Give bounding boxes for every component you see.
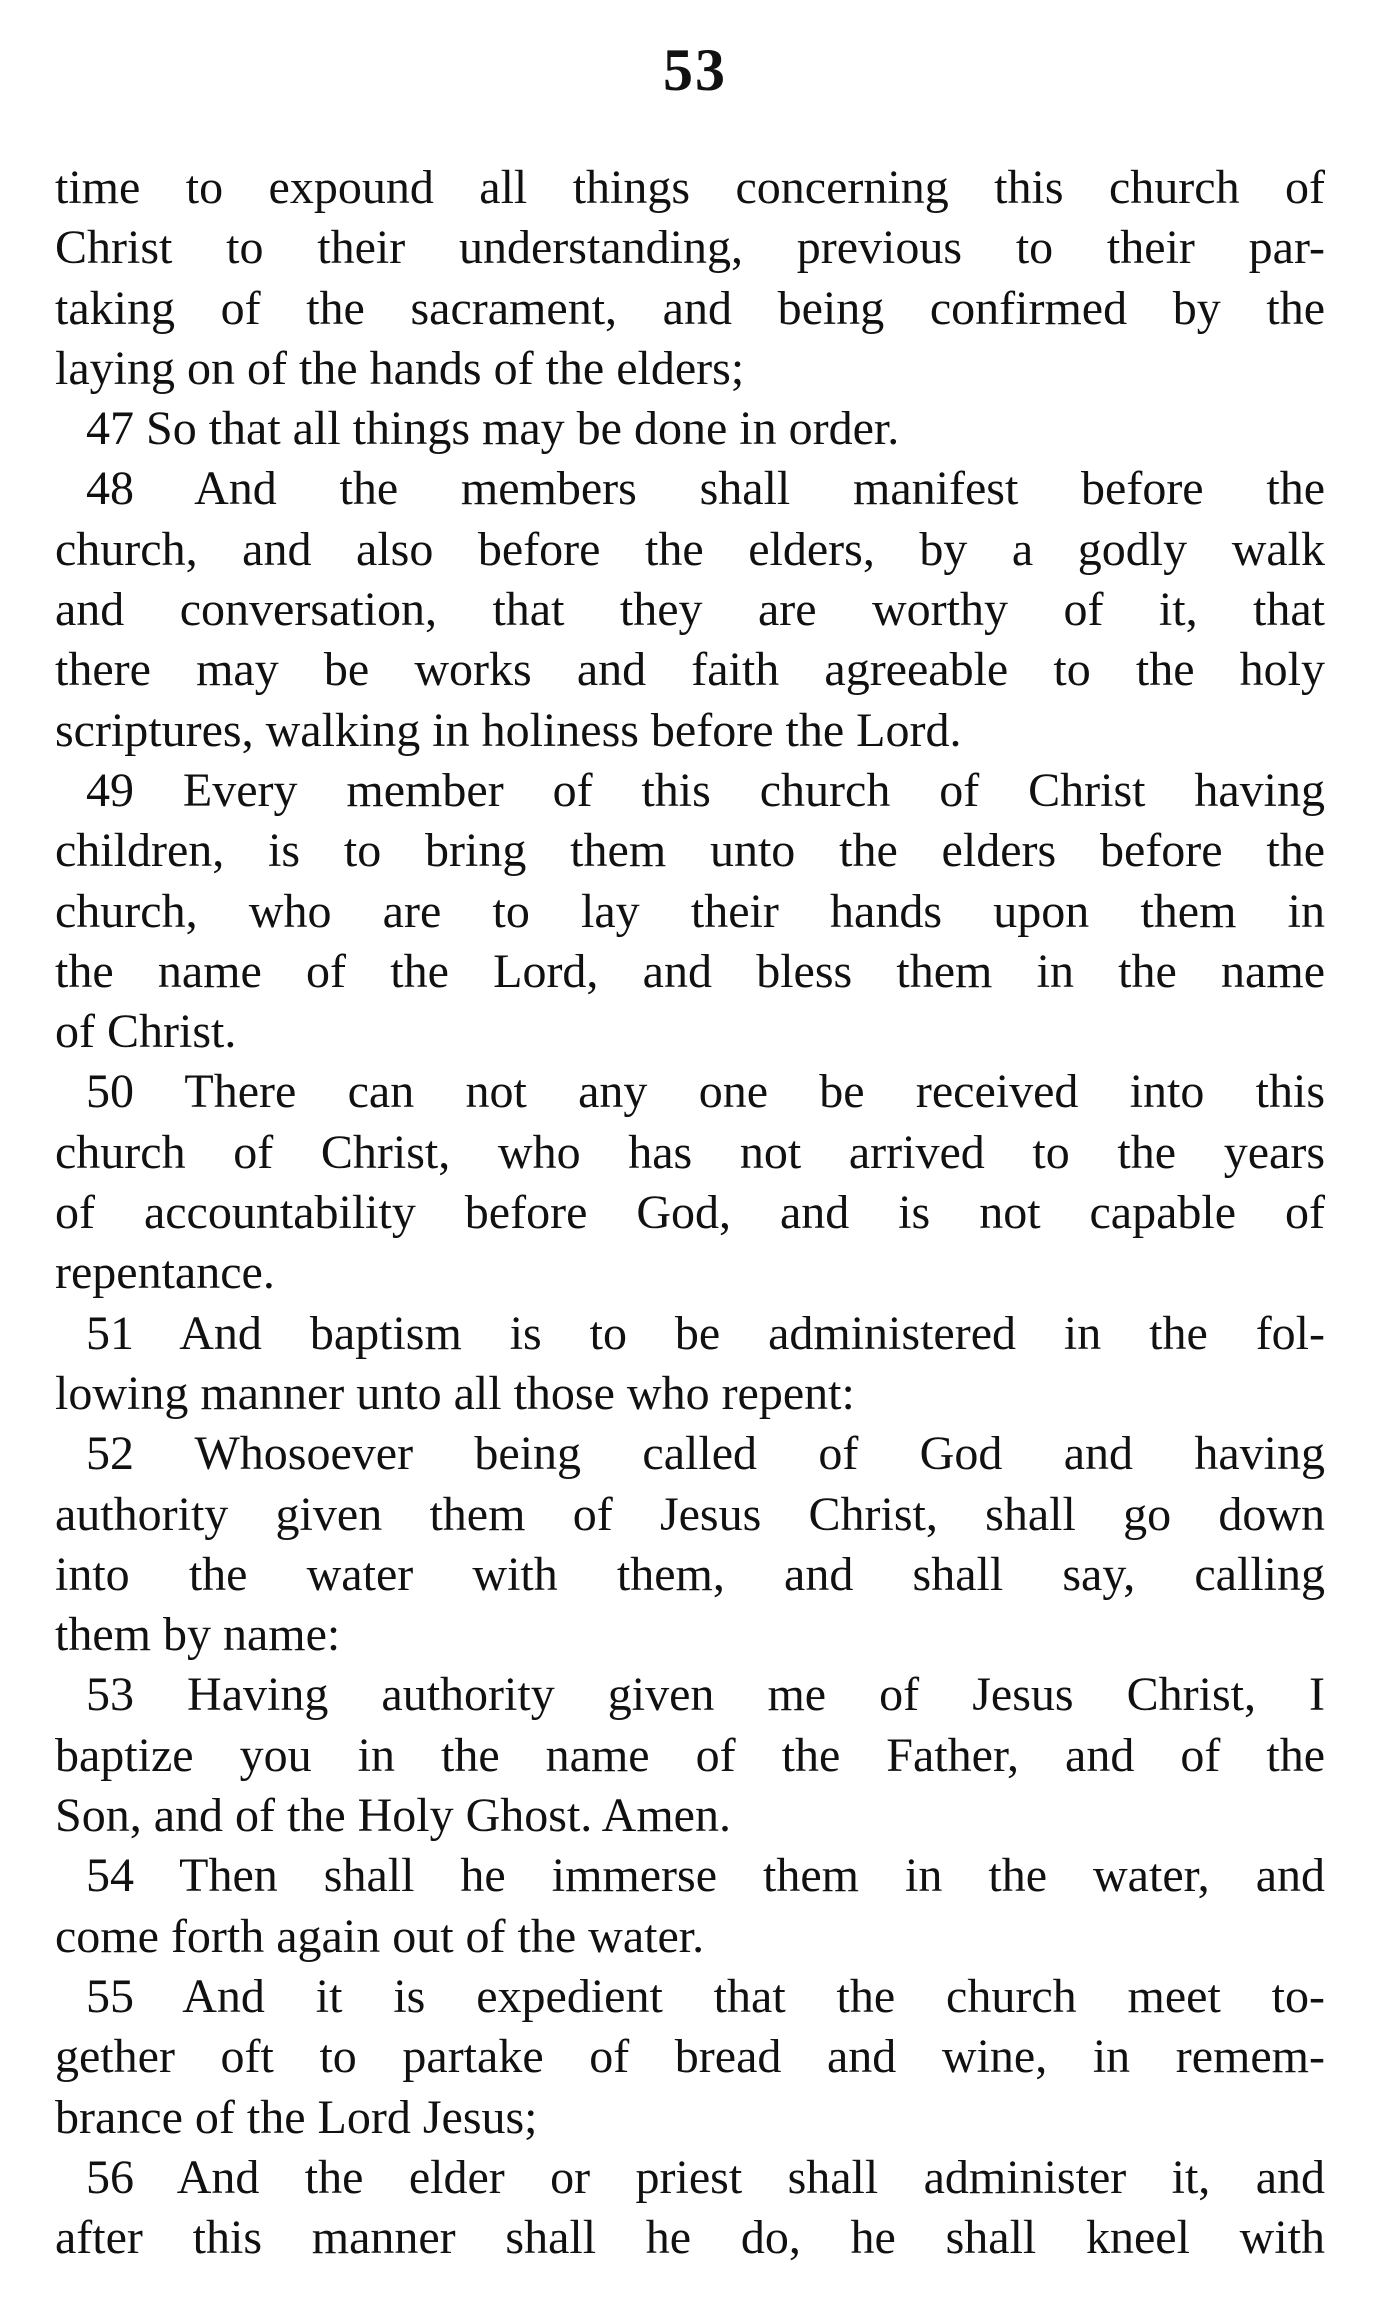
text-line: and conversation, that they are worthy of it, that bbox=[55, 583, 1325, 637]
page-number: 53 bbox=[663, 37, 727, 103]
text-line: 50 There can not any one be received into this bbox=[86, 1065, 1325, 1119]
text-line: brance of the Lord Jesus; bbox=[55, 2090, 538, 2144]
text-line: of Christ. bbox=[55, 1005, 237, 1059]
text-line: 55 And it is expedient that the church meet to- bbox=[86, 1969, 1325, 2023]
text-line: scriptures, walking in holiness before the Lord. bbox=[55, 703, 962, 757]
text-line: the name of the Lord, and bless them in the name bbox=[55, 944, 1325, 998]
text-line: church of Christ, who has not arrived to the years bbox=[55, 1125, 1325, 1179]
text-line: authority given them of Jesus Christ, shall go down bbox=[55, 1487, 1325, 1541]
text-line: gether oft to partake of bread and wine, in remem- bbox=[55, 2030, 1325, 2084]
text-line: repentance. bbox=[55, 1246, 275, 1300]
text-line: laying on of the hands of the elders; bbox=[55, 341, 745, 395]
text-line: 51 And baptism is to be administered in the fol- bbox=[86, 1306, 1325, 1360]
text-line: 53 Having authority given me of Jesus Christ, I bbox=[86, 1668, 1325, 1722]
body-text bbox=[55, 158, 1325, 2268]
text-line: them by name: bbox=[55, 1608, 341, 1662]
text-line: come forth again out of the water. bbox=[55, 1909, 705, 1963]
text-line: lowing manner unto all those who repent: bbox=[55, 1366, 855, 1420]
text-line: children, is to bring them unto the elders before the bbox=[55, 824, 1325, 878]
text-line: baptize you in the name of the Father, and of the bbox=[55, 1728, 1325, 1782]
text-line: 52 Whosoever being called of God and having bbox=[86, 1427, 1325, 1481]
text-line: 48 And the members shall manifest before the bbox=[86, 462, 1325, 516]
text-line: 49 Every member of this church of Christ having bbox=[86, 763, 1325, 817]
text-line: 56 And the elder or priest shall administer it, and bbox=[86, 2150, 1325, 2204]
text-line: church, who are to lay their hands upon them in bbox=[55, 884, 1325, 938]
text-line: church, and also before the elders, by a godly walk bbox=[55, 522, 1325, 576]
text-line: 54 Then shall he immerse them in the water, and bbox=[86, 1849, 1325, 1903]
text-line: of accountability before God, and is not capable of bbox=[55, 1186, 1325, 1240]
text-line: 47 So that all things may be done in order. bbox=[86, 402, 900, 456]
text-line: time to expound all things concerning this church of bbox=[55, 161, 1325, 214]
text-line: Son, and of the Holy Ghost. Amen. bbox=[55, 1789, 731, 1843]
text-line: taking of the sacrament, and being confirmed by the bbox=[55, 281, 1325, 335]
text-line: after this manner shall he do, he shall kneel with bbox=[55, 2211, 1325, 2265]
text-line: there may be works and faith agreeable to the holy bbox=[55, 643, 1325, 697]
text-line: Christ to their understanding, previous to their par- bbox=[55, 221, 1325, 275]
text-line: into the water with them, and shall say, calling bbox=[55, 1547, 1325, 1601]
